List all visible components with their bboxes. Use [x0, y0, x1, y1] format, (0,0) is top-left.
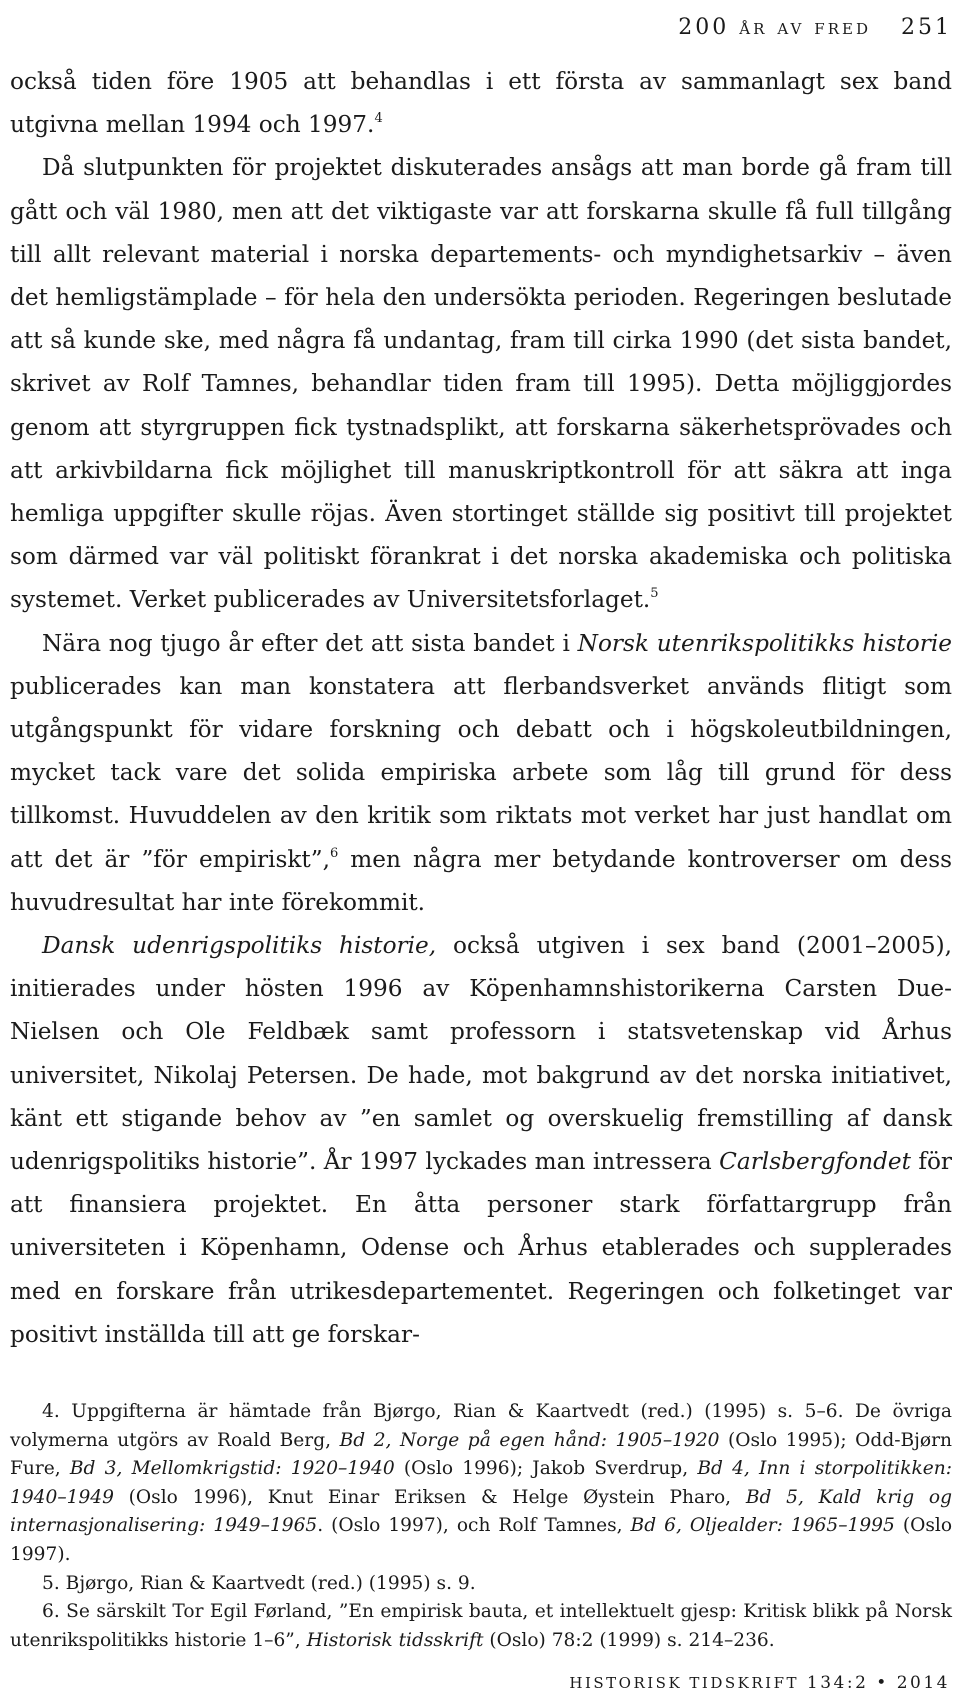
journal-name: HISTORISK TIDSKRIFT: [569, 1674, 799, 1692]
body-text: [10, 60, 952, 1356]
journal-year: 2014: [896, 1673, 950, 1693]
footnote-6: 6. Se särskilt Tor Egil Førland, ”En empirisk bauta, et intellektuelt gjesp: Kritisk blikk på Norsk utenrikspolitikks historie 1–6”, Historisk tidsskrift (Oslo) 78:2 (1999) s. 214–236.: [10, 1601, 952, 1651]
journal-issue: 134:2: [806, 1673, 869, 1693]
footnote-ref-5[interactable]: 5: [650, 586, 659, 602]
footer-separator: •: [876, 1673, 889, 1693]
footnote-5: 5. Bjørgo, Rian & Kaartvedt (red.) (1995) s. 9.: [42, 1572, 476, 1594]
footnote-ref-6[interactable]: 6: [329, 845, 339, 861]
footnotes: [10, 1398, 952, 1655]
running-head: [8, 8, 952, 48]
page-footer: [569, 1668, 950, 1698]
page-number: 251: [901, 15, 952, 40]
paragraph-2: Då slutpunkten för projektet diskuterades ansågs att man borde gå fram till gått och väl 1980, men att det viktigaste var att forskarna skulle få full tillgång till allt relevant material i norska departements- och myndighetsarkiv – även det hemligstämplade – för hela den undersökta perioden. Regeringen beslutade att så kunde ske, med några få undantag, fram till cirka 1990 (det sista bandet, skrivet av Rolf Tamnes, behandlar tiden fram till 1995). Detta möjliggjordes genom att styrgruppen fick tystnadsplikt, att forskarna säkerhetsprövades och att arkivbildarna fick möjlighet till manuskriptkontroll för att säkra att inga hemliga uppgifter skulle röjas. Även stortinget ställde sig positivt till projektet som därmed var väl politiskt förankrat i det norska akademiska och politiska systemet. Verket publicerades av Universitetsforlaget.$^5$: [10, 154, 952, 614]
footnote-4: 4. Uppgifterna är hämtade från Bjørgo, Rian & Kaartvedt (red.) (1995) s. 5–6. De övriga volymerna utgörs av Roald Berg, Bd 2, Norge på egen hånd: 1905–1920 (Oslo 1995); Odd-Bjørn Fure, Bd 3, Mellomkrigstid: 1920–1940 (Oslo 1996); Jakob Sverdrup, Bd 4, Inn i storpolitikken: 1940–1949 (Oslo 1996), Knut Einar Eriksen & Helge Øystein Pharo, Bd 5, Kald krig og internasjonalisering: 1949–1965. (Oslo 1997), och Rolf Tamnes, Bd 6, Oljealder: 1965–1995 (Oslo 1997).: [10, 1401, 953, 1565]
footnote-ref-4[interactable]: 4: [374, 111, 383, 127]
running-head-title: 200 år av fred: [678, 15, 871, 40]
paragraph-1: också tiden före 1905 att behandlas i ett första av sammanlagt sex band utgivna mellan 1994 och 1997.$^4$: [10, 68, 952, 139]
paragraph-4: Dansk udenrigspolitiks historie, också utgiven i sex band (2001–2005), initierades under hösten 1996 av Köpenhamnshistorikerna Carsten Due-Nielsen och Ole Feldbæk samt professorn i statsvetenskap vid Århus universitet, Nikolaj Petersen. De hade, mot bakgrund av det norska initiativet, känt ett stigande behov av ”en samlet og overskuelig fremstilling af dansk udenrigspolitiks historie”. År 1997 lyckades man intressera Carlsbergfondet för att finansiera projektet. En åtta personer stark författargrupp från universiteten i Köpenhamn, Odense och Århus etablerades och supplerades med en forskare från utrikesdepartementet. Regeringen och folketinget var positivt inställda till att ge forskar-: [10, 932, 952, 1348]
paragraph-3: Nära nog tjugo år efter det att sista bandet i Norsk utenrikspolitikks historie publicerades kan man konstatera att flerbandsverket används flitigt som utgångspunkt för vidare forskning och debatt och i högskoleutbildningen, mycket tack vare det solida empiriska arbete som låg till grund för dess tillkomst. Huvuddelen av den kritik som riktats mot verket har just handlat om att det är ”för empiriskt”,$^6$ men några mer betydande kontroverser om dess huvudresultat har inte förekommit.: [10, 629, 952, 916]
